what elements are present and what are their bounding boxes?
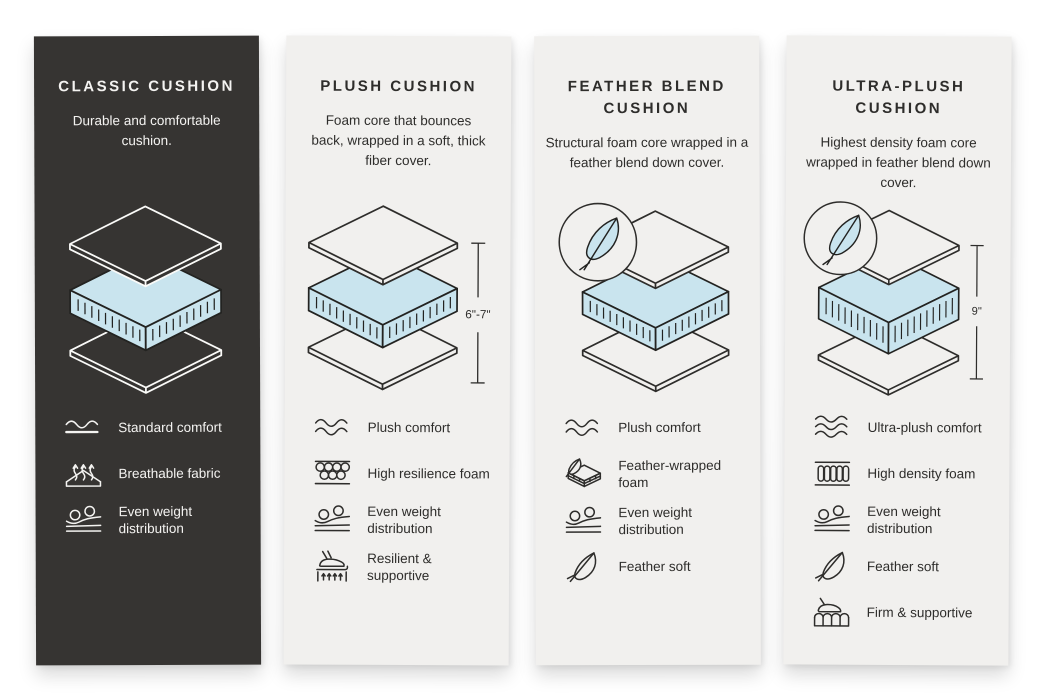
card-description: Durable and comfortable cushion. — [72, 112, 221, 149]
cushion-illustration — [535, 194, 761, 410]
cushion-illustration — [785, 193, 1011, 409]
feature-list — [35, 409, 260, 550]
feature-list — [535, 409, 760, 597]
card-description: Foam core that bounces back, wrapped in a soft, thick fiber cover. — [311, 112, 486, 169]
card-header — [286, 36, 512, 195]
feature-label: Breathable fabric — [118, 466, 221, 482]
even-weight-icon — [62, 503, 106, 537]
feature-row — [311, 411, 494, 446]
card-title: FEATHER BLEND CUSHION — [567, 77, 726, 117]
feature-label: Feather soft — [866, 558, 939, 575]
breathable-fabric-icon — [61, 457, 105, 491]
even-weight-icon — [310, 503, 354, 537]
cushion-diagram — [298, 194, 498, 401]
dimension-marker — [465, 243, 491, 383]
feature-row — [310, 457, 493, 492]
feature-label: Plush comfort — [367, 420, 451, 436]
feature-label: Feather soft — [618, 559, 691, 575]
feather-badge — [559, 203, 636, 280]
feature-list — [783, 408, 1009, 642]
cushion-diagram — [802, 194, 994, 401]
feature-row — [810, 503, 993, 538]
feature-label: Standard comfort — [118, 420, 222, 436]
wave-double-icon — [561, 411, 605, 445]
card-feather-blend-cushion — [534, 36, 761, 666]
feature-row — [62, 503, 245, 538]
feature-label: Resilient & supportive — [366, 550, 432, 583]
feature-label: Firm & supportive — [866, 604, 973, 621]
feature-label: Plush comfort — [618, 420, 701, 436]
feature-label: Even weight distribution — [618, 504, 692, 537]
dimension-marker — [970, 246, 984, 379]
feature-row — [562, 550, 745, 584]
card-ultra-plush-cushion — [783, 35, 1011, 665]
feature-label: High resilience foam — [367, 466, 490, 482]
feature-row — [561, 503, 744, 538]
feature-row — [61, 457, 244, 492]
feature-label: High density foam — [867, 466, 976, 482]
card-classic-cushion — [34, 36, 261, 666]
wave-triple-icon — [811, 411, 855, 445]
dimension-label: 9" — [971, 305, 982, 318]
even-weight-icon — [561, 504, 605, 538]
feature-label: Feather-wrapped foam — [618, 457, 722, 491]
feature-row — [561, 457, 744, 492]
card-title: PLUSH CUSHION — [320, 77, 478, 96]
resilience-foam-icon — [310, 457, 354, 491]
feature-row — [811, 411, 994, 446]
feature-row — [310, 503, 493, 538]
feather-foam-icon — [561, 457, 605, 491]
cushion-diagram — [58, 194, 237, 401]
cushion-diagram — [555, 194, 741, 400]
card-title: CLASSIC CUSHION — [58, 77, 235, 96]
cushion-illustration — [285, 194, 511, 410]
feature-row — [810, 457, 993, 492]
feather-icon — [562, 550, 606, 584]
density-foam-icon — [810, 457, 854, 491]
even-weight-icon — [810, 503, 854, 537]
feature-row — [810, 595, 993, 630]
wave-double-icon — [311, 411, 355, 445]
dimension-label: 6"-7" — [465, 308, 491, 322]
card-title: ULTRA-PLUSH CUSHION — [832, 77, 966, 117]
feature-row — [61, 411, 244, 446]
card-description: Highest density foam core wrapped in feather blend down cover. — [806, 134, 991, 191]
cushion-illustration — [34, 194, 260, 410]
resilient-foot-icon — [310, 549, 354, 583]
card-header — [34, 36, 260, 195]
wave-single-icon — [61, 411, 105, 445]
feature-row — [561, 411, 744, 445]
feature-row — [310, 549, 493, 584]
top-layer — [69, 206, 220, 286]
feature-label: Even weight distribution — [367, 503, 441, 537]
feather-badge — [804, 202, 877, 275]
feather-icon — [810, 549, 854, 583]
card-header — [786, 35, 1012, 194]
top-layer — [309, 206, 458, 285]
feature-list — [284, 409, 510, 597]
feature-label: Even weight distribution — [867, 503, 941, 537]
firm-foot-icon — [810, 595, 854, 629]
feature-label: Even weight distribution — [118, 503, 193, 537]
feature-row — [810, 549, 993, 584]
card-plush-cushion — [284, 36, 512, 666]
card-header — [534, 36, 759, 195]
feature-label: Ultra-plush comfort — [867, 420, 982, 436]
card-description: Structural foam core wrapped in a feather blend down cover. — [545, 134, 749, 170]
